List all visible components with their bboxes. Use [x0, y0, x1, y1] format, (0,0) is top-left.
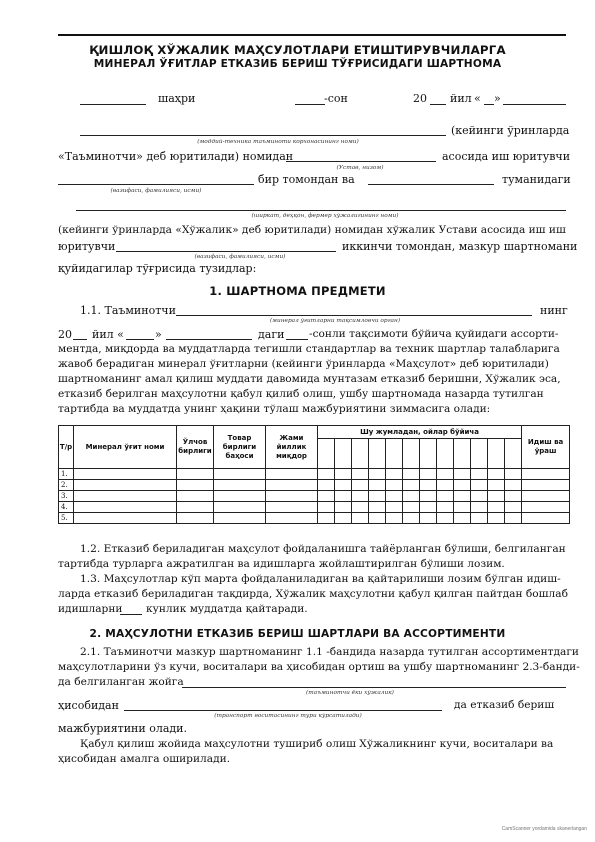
p21-line: 2.1. Таъминотчи мазкур шартноманинг 1.1 -бандида назарда тутилган ассортиментдаги [80, 646, 579, 658]
majbur-line: мажбуриятини олади. [58, 722, 187, 735]
intro-line6-b: иккинчи томондан, мазкур шартномани [342, 240, 578, 253]
p11-line: ментда, миқдорда ва муддатларда тегишли стандартлар ва техник шартлар талабларига [58, 343, 560, 355]
p12-line: 1.2. Етказиб бериладиган маҳсулот фойдаланишга тайёрланган бўлиши, белгиланган [80, 543, 566, 555]
intro-line5: (кейинги ўринларда «Хўжалик» деб юритилади) номидан хўжалик Устави асосида иш иш [58, 224, 566, 236]
intro-line3-a: «Таъминотчи» деб юритилади) номидан [58, 150, 294, 163]
p13-line: ларда етказиб бериладиган тақдирда, Хўжалик маҳсулотни қабул қилган пайтдан бошлаб [58, 588, 568, 600]
p11-yil: йил « [92, 328, 124, 341]
farm-rep-blank [116, 251, 336, 252]
return-days-blank [120, 614, 142, 615]
caption-planning: (минерал ўғитларни тақсимловчи орган) [269, 318, 401, 324]
col-header-price: Товар бирлиги баҳоси [214, 426, 266, 469]
p11-day-blank [126, 339, 154, 340]
transport-blank [124, 710, 442, 711]
section1-heading: 1. ШАРТНОМА ПРЕДМЕТИ [209, 284, 386, 298]
row-number: 3. [59, 491, 74, 502]
quote-open: « [474, 92, 481, 105]
p11-close: » [155, 328, 162, 341]
p13-return: кунлик муддатда қайтаради. [146, 603, 308, 615]
p11-dagi: даги [258, 328, 285, 341]
p11-rest: -сонли тақсимоти бўйича қуйидаги ассорти- [309, 328, 559, 340]
section2-heading: 2. МАҲСУЛОТНИ ЕТКАЗИБ БЕРИШ ШАРТЛАРИ ВА АССОРТИМЕНТИ [89, 628, 506, 640]
number-label: -сон [324, 92, 348, 105]
title-line-1: ҚИШЛОҚ ХЎЖАЛИК МАҲСУЛОТЛАРИ ЕТИШТИРУВЧИЛАРГА [89, 43, 506, 57]
intro-line4-b: туманидаги [502, 173, 571, 186]
caption-position-1: (вазифаси, фамилияси, исми) [110, 188, 202, 194]
intro-line7: қуйидагилар тўғрисида тузидлар: [58, 262, 257, 275]
quote-close: » [494, 92, 501, 105]
year-word: йил [450, 92, 472, 105]
p13-line: 1.3. Маҳсулотлар кўп марта фойдаланиладиган ва қайтарилиши лозим бўлган идиш- [80, 573, 561, 585]
basis-blank [286, 161, 436, 162]
month-blank [503, 104, 566, 105]
p11-year-blank [73, 339, 87, 340]
table-row [59, 469, 570, 480]
table-row [59, 502, 570, 513]
caption-base: (таъминотчи ёки хўжалик) [306, 690, 394, 696]
farm-name-blank [76, 210, 566, 211]
p21-line: маҳсулотларини ўз кучи, воситалари ва ҳисобидан ортиш ва ушбу шартноманинг 2.3-банди- [58, 661, 580, 673]
year-prefix: 20 [413, 92, 427, 105]
table-row [59, 513, 570, 524]
district-blank [368, 184, 494, 185]
caption-supplier: (моддий-техника таъминоти корхонасининг номи) [197, 139, 359, 145]
intro-line6-a: юритувчи [58, 240, 116, 253]
hisob-label: ҳисобидан [58, 699, 119, 712]
qabul-line: ҳисобидан амалга оширилади. [58, 753, 231, 765]
number-blank [295, 104, 325, 105]
table-row [59, 480, 570, 491]
top-rule [58, 34, 566, 36]
row-number: 1. [59, 469, 74, 480]
supplier-rep-blank [58, 184, 254, 185]
supplier-name-blank [80, 135, 446, 136]
title-line-2: МИНЕРАЛ ЎҒИТЛАР ЕТКАЗИБ БЕРИШ ТЎҒРИСИДАГИ ШАРТНОМА [93, 58, 502, 70]
table-row [59, 491, 570, 502]
col-header-unit: Ўлчов бирлиги [177, 426, 214, 469]
col-header-number: Т/р [59, 426, 74, 469]
p11-line: шартноманинг амал қилиш муддати давомида мунтазам етказиб беришни, Хўжалик эса, [58, 373, 561, 385]
planning-body-blank [176, 315, 532, 316]
caption-position-2: (вазифаси, фамилияси, исми) [194, 254, 286, 260]
col-header-packaging: Идиш ва ўраш [522, 426, 570, 469]
p11-ning: нинг [540, 304, 568, 317]
caption-ustav: (Устав, низом) [336, 165, 384, 171]
col-header-fertilizer: Минерал ўғит номи [74, 426, 177, 469]
p13-containers: идишларни [58, 603, 123, 615]
day-blank [484, 104, 494, 105]
city-blank [80, 104, 146, 105]
p21-place: да белгиланган жойга [58, 676, 184, 688]
p11-num-blank [286, 339, 308, 340]
hisob-end: да етказиб бериш [454, 699, 555, 711]
p12-line: тартибда турларга ажратилган ва идишларга жойлаштирилган бўлиши лозим. [58, 558, 505, 570]
caption-transport: (транспорт воситасининг тури кўрсатилади) [214, 713, 362, 719]
p11-year: 20 [58, 328, 72, 341]
col-header-annual-qty: Жами йиллик миқдор [266, 426, 318, 469]
p11-line: жавоб берадиган минерал ўғитларни (кейинги ўринларда «Маҳсулот» деб юритилади) [58, 358, 549, 370]
scanner-footer: CamScanner yordamida skanerlangan [501, 826, 587, 832]
p11-start: 1.1. Таъминотчи [80, 304, 176, 317]
row-number: 5. [59, 513, 74, 524]
col-header-months: Шу жумладан, ойлар бўйича [318, 426, 522, 439]
intro-line4-a: бир томондан ва [258, 173, 355, 186]
row-number: 2. [59, 480, 74, 491]
intro-line2-end: (кейинги ўринларда [451, 124, 570, 137]
intro-line3-b: асосида иш юритувчи [442, 150, 571, 163]
qabul-line: Қабул қилиш жойида маҳсулотни тушириб олиш Хўжаликнинг кучи, воситалари ва [80, 738, 554, 750]
p11-line: етказиб берилган маҳсулотни қабул қилиб олиш, ушбу шартномада назарда тутилган [58, 388, 544, 400]
year-blank [430, 104, 446, 105]
p11-line: тартибда ва муддатда унинг ҳақини тўлаш мажбуриятини зиммасига олади: [58, 403, 491, 415]
caption-farm: (ширкат, деҳқон, фермер хўжалигининг номи) [251, 213, 399, 219]
row-number: 4. [59, 502, 74, 513]
city-label: шаҳри [158, 92, 196, 105]
place-blank [182, 687, 566, 688]
assortment-table [58, 425, 566, 524]
p11-month-blank [166, 339, 252, 340]
